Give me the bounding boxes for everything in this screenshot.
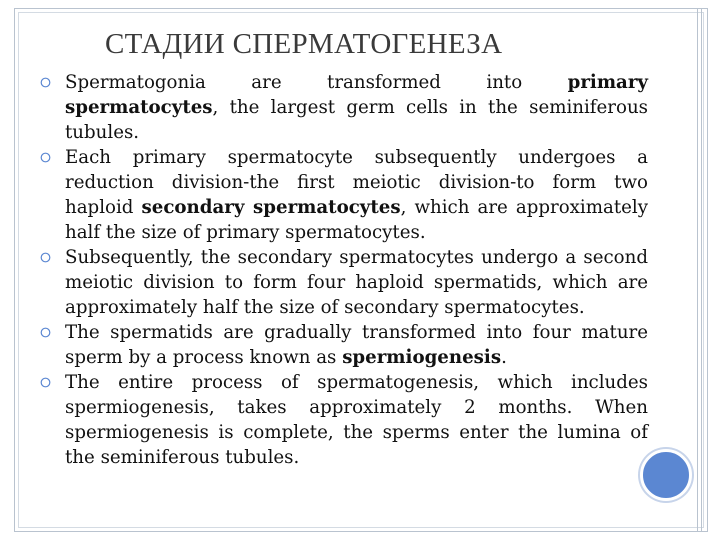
bullet-item [39, 70, 648, 145]
bullet-text: The entire process of spermatogenesis, which includes spermiogenesis, takes approximately 2 months. When spermiogenesis is complete, the sperms enter the lumina of the seminiferous tubules. [65, 372, 648, 468]
bullet-item [39, 145, 648, 245]
circle-bullet-icon [39, 145, 51, 170]
right-rule-2 [701, 8, 702, 532]
bold-term: primary spermatocytes [65, 72, 648, 118]
decorative-circle [640, 449, 692, 501]
bullet-text: Subsequently, the secondary spermatocytes undergo a second meiotic division to form four haploid spermatids, which are approximately half the size of secondary spermatocytes. [65, 247, 648, 318]
circle-bullet-icon [39, 70, 51, 95]
right-rule-1 [697, 8, 698, 532]
bold-term: secondary spermatocytes [141, 197, 401, 218]
circle-bullet-icon [39, 320, 51, 345]
bullet-list [39, 70, 648, 470]
circle-bullet-icon [39, 245, 51, 270]
bullet-text: The spermatids are gradually transformed into four mature sperm by a process known as [65, 322, 648, 368]
bold-term: spermiogenesis [342, 347, 502, 368]
circle-bullet-icon [39, 370, 51, 395]
slide-title: СТАДИИ СПЕРМАТОГЕНЕЗА [105, 28, 503, 60]
bullet-text: Spermatogonia are transformed into [65, 72, 568, 93]
bullet-text: , which are approximately half the size of primary spermatocytes. [65, 197, 649, 243]
bullet-text: . [501, 347, 507, 368]
bullet-item [39, 370, 648, 470]
bullet-item [39, 245, 648, 320]
bullet-item [39, 320, 648, 370]
bullet-text: , the largest germ cells in the seminiferous tubules. [65, 97, 648, 143]
bullet-text: Each primary spermatocyte subsequently undergoes a reduction division-the first meiotic division-to form two haploid [65, 147, 648, 218]
